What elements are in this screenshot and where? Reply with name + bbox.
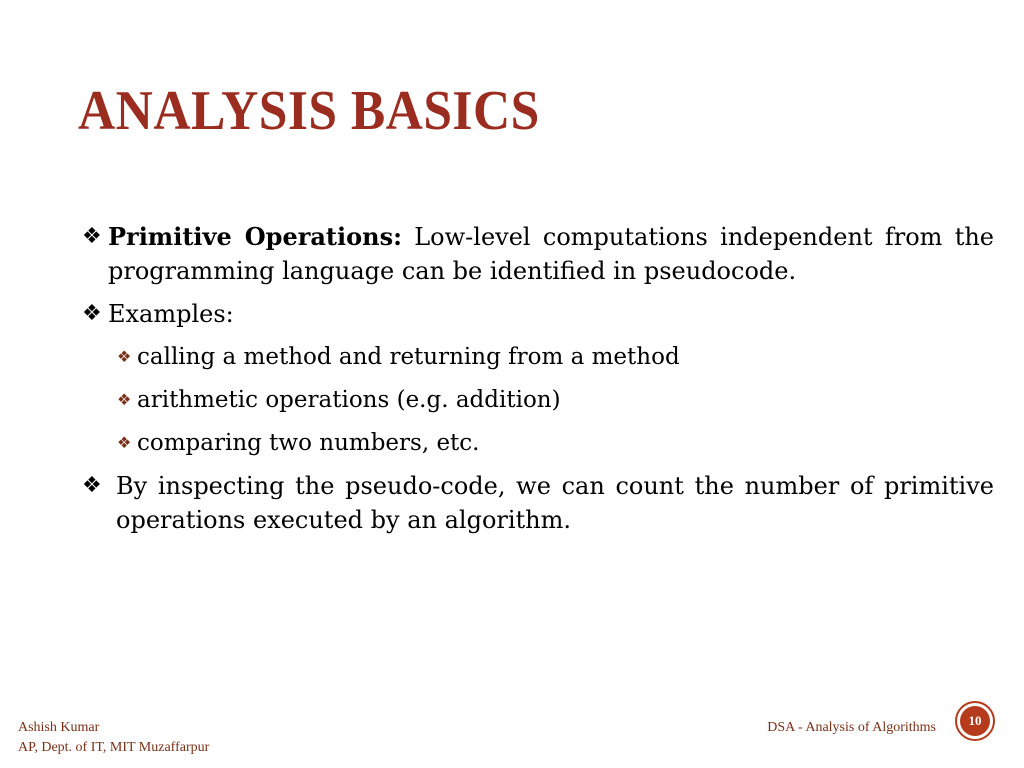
page-number-badge bbox=[955, 701, 995, 741]
bullet-inspecting-pseudocode bbox=[82, 469, 994, 537]
diamond-bullet-icon: ❖ bbox=[82, 301, 102, 326]
bullet-text: comparing two numbers, etc. bbox=[137, 430, 480, 456]
bullet-examples bbox=[82, 297, 994, 331]
diamond-bullet-icon: ❖ bbox=[117, 390, 132, 409]
slide-body bbox=[82, 220, 994, 546]
footer-course: DSA - Analysis of Algorithms bbox=[767, 720, 936, 735]
sub-bullet-method-call bbox=[117, 340, 994, 374]
footer-author-block bbox=[18, 718, 209, 758]
bullet-primitive-operations bbox=[82, 220, 994, 288]
bullet-text: By inspecting the pseudo-code, we can count the number of primitive operations executed by an algorithm. bbox=[116, 472, 994, 534]
page-number: 10 bbox=[960, 706, 990, 736]
bullet-label: Primitive Operations: bbox=[108, 222, 402, 251]
bullet-text bbox=[108, 220, 994, 288]
bullet-text: calling a method and returning from a method bbox=[137, 344, 680, 370]
slide-title: ANALYSIS BASICS bbox=[78, 80, 540, 142]
bullet-text: Examples: bbox=[108, 300, 234, 328]
sub-bullet-comparing bbox=[117, 426, 994, 460]
sub-bullet-arithmetic bbox=[117, 383, 994, 417]
footer-affiliation: AP, Dept. of IT, MIT Muzaffarpur bbox=[18, 740, 210, 755]
diamond-bullet-icon: ❖ bbox=[117, 433, 132, 452]
diamond-bullet-icon: ❖ bbox=[82, 473, 102, 498]
bullet-text: arithmetic operations (e.g. addition) bbox=[137, 387, 561, 413]
diamond-bullet-icon: ❖ bbox=[82, 224, 102, 249]
bullet-body: Low-level computations independent from the programming language can be identified in pseudocode. bbox=[108, 223, 994, 285]
footer-author: Ashish Kumar bbox=[18, 720, 100, 735]
diamond-bullet-icon: ❖ bbox=[117, 347, 132, 366]
